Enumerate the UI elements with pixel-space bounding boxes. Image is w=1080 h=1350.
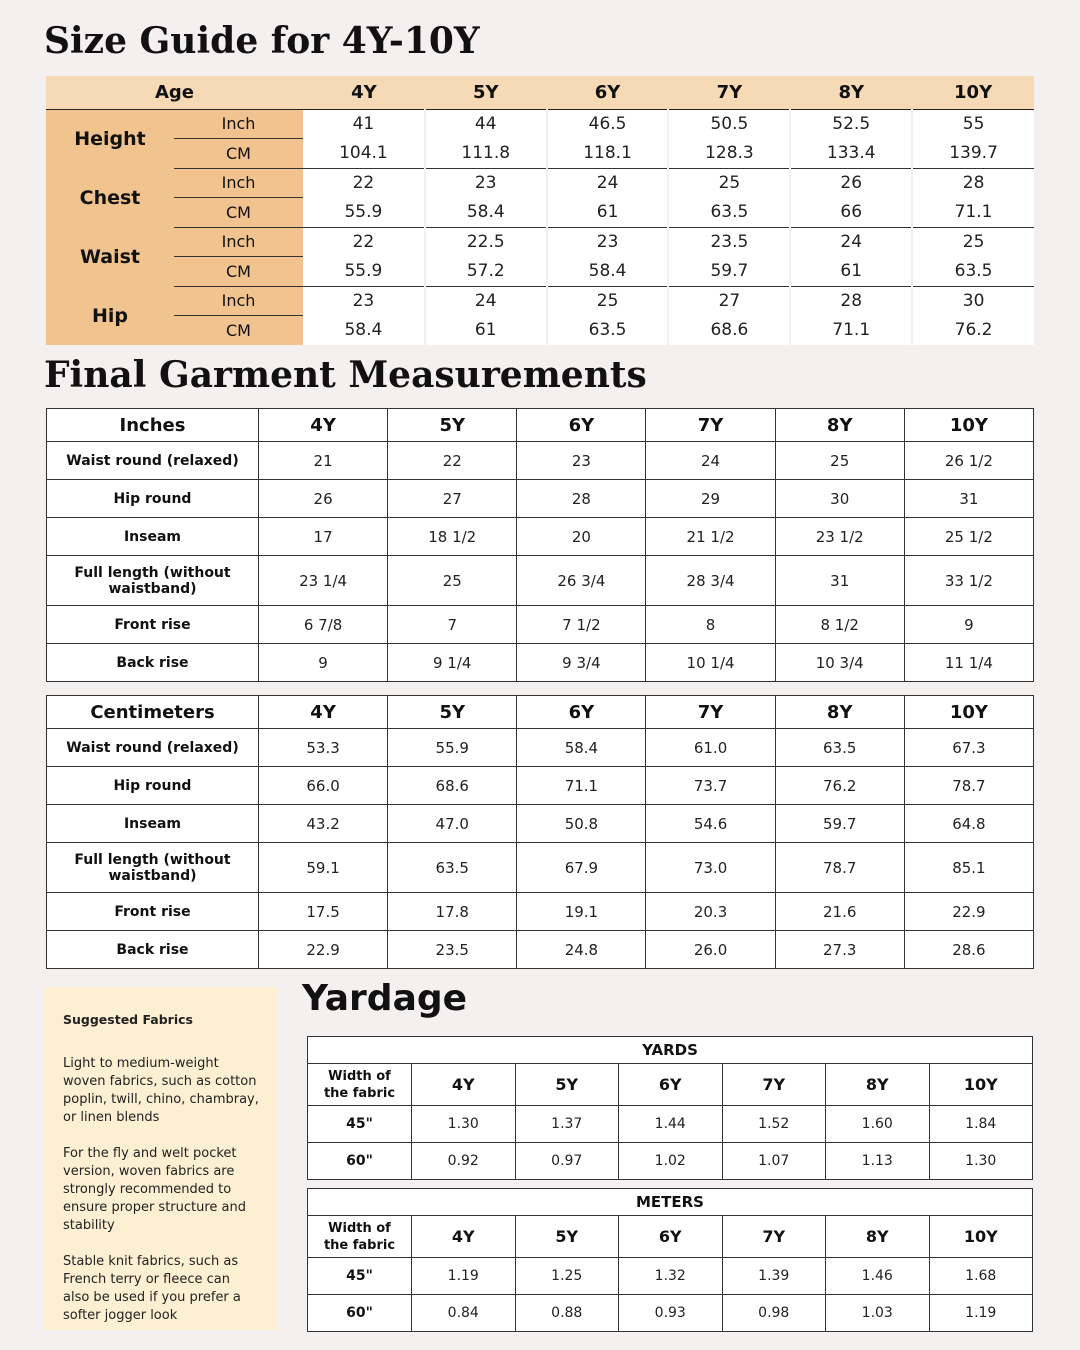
table-cell: 61 [547, 198, 669, 228]
size-header: 6Y [547, 76, 669, 109]
table-cell: 9 [259, 644, 388, 682]
table-cell: 1.60 [826, 1106, 930, 1143]
row-label: Back rise [47, 931, 259, 969]
table-cell: 111.8 [425, 139, 547, 169]
size-header: 7Y [646, 409, 775, 442]
table-cell: 118.1 [547, 139, 669, 169]
table-cell: 24 [425, 286, 547, 316]
row-label: Front rise [47, 606, 259, 644]
row-label: Full length (without waistband) [47, 556, 259, 606]
width-header-line: the fabric [323, 1237, 396, 1253]
table-header-row [47, 409, 1034, 442]
table-cell: 23 [303, 286, 425, 316]
fabric-width: 60" [308, 1143, 412, 1180]
fabrics-title: Suggested Fabrics [63, 1012, 193, 1027]
size-header: 4Y [259, 409, 388, 442]
row-label: Waist round (relaxed) [47, 729, 259, 767]
table-cell: 22 [303, 227, 425, 257]
table-cell: 73.0 [646, 843, 775, 893]
table-row [308, 1143, 1033, 1180]
table-cell: 52.5 [790, 109, 912, 139]
fabrics-paragraph: Stable knit fabrics, such as French terry or fleece can also be used if you prefer a softer jogger look [63, 1254, 241, 1323]
size-guide-title: Size Guide for 4Y-10Y [44, 20, 480, 62]
table-cell: 67.9 [517, 843, 646, 893]
size-header: 5Y [388, 696, 517, 729]
size-guide-header-row [46, 76, 1034, 109]
table-cell: 26.0 [646, 931, 775, 969]
table-cell: 71.1 [517, 767, 646, 805]
table-cell: 0.88 [515, 1295, 619, 1332]
size-header: 10Y [929, 1064, 1033, 1106]
table-cell: 21.6 [775, 893, 904, 931]
table-cell: 59.7 [668, 257, 790, 287]
row-label: Full length (without waistband) [47, 843, 259, 893]
table-cell: 55.9 [303, 257, 425, 287]
table-cell: 10 3/4 [775, 644, 904, 682]
table-cell: 139.7 [912, 139, 1034, 169]
unit-label: CM [174, 257, 303, 287]
table-cell: 23 [425, 168, 547, 198]
table-cell: 20 [517, 518, 646, 556]
fabric-width: 60" [308, 1295, 412, 1332]
table-cell: 59.1 [259, 843, 388, 893]
table-cell: 78.7 [775, 843, 904, 893]
size-header: 10Y [912, 76, 1034, 109]
yardage-yards-table [307, 1036, 1033, 1180]
table-caption: METERS [308, 1189, 1033, 1216]
table-cell: 0.97 [515, 1143, 619, 1180]
table-cell: 28 3/4 [646, 556, 775, 606]
table-cell: 43.2 [259, 805, 388, 843]
table-cell: 55.9 [388, 729, 517, 767]
table-cell: 64.8 [904, 805, 1033, 843]
width-header-line: Width of [328, 1220, 391, 1236]
table-cell: 23 1/2 [775, 518, 904, 556]
table-cell: 1.30 [412, 1106, 516, 1143]
size-header: 8Y [826, 1064, 930, 1106]
table-cell: 18 1/2 [388, 518, 517, 556]
table-cell: 1.07 [722, 1143, 826, 1180]
table-cell: 24 [547, 168, 669, 198]
size-header: 8Y [790, 76, 912, 109]
size-header: 8Y [775, 696, 904, 729]
table-cell: 1.68 [929, 1258, 1033, 1295]
table-cell: 76.2 [912, 316, 1034, 346]
table-cell: 31 [904, 480, 1033, 518]
table-cell: 1.39 [722, 1258, 826, 1295]
table-cell: 58.4 [425, 198, 547, 228]
table-cell: 11 1/4 [904, 644, 1033, 682]
size-header: 7Y [722, 1216, 826, 1258]
table-cell: 25 [388, 556, 517, 606]
fabric-width: 45" [308, 1106, 412, 1143]
measure-label: Hip [46, 286, 174, 345]
size-guide-row [46, 286, 1034, 316]
table-cell: 1.19 [412, 1258, 516, 1295]
table-row [47, 843, 1034, 893]
table-row [47, 442, 1034, 480]
size-header: 5Y [425, 76, 547, 109]
unit-label: CM [174, 316, 303, 346]
table-cell: 6 7/8 [259, 606, 388, 644]
table-cell: 23 [547, 227, 669, 257]
measure-label: Waist [46, 227, 174, 286]
table-cell: 63.5 [388, 843, 517, 893]
row-label: Hip round [47, 767, 259, 805]
yardage-title: Yardage [302, 978, 468, 1019]
table-cell: 30 [912, 286, 1034, 316]
table-cell: 24.8 [517, 931, 646, 969]
size-header: 8Y [775, 409, 904, 442]
unit-header: Inches [47, 409, 259, 442]
final-garment-cm-table [46, 695, 1034, 969]
size-header: 7Y [646, 696, 775, 729]
table-cell: 22.5 [425, 227, 547, 257]
size-guide-row [46, 316, 1034, 346]
table-cell: 58.4 [547, 257, 669, 287]
size-header: 4Y [303, 76, 425, 109]
table-cell: 63.5 [775, 729, 904, 767]
size-header: 5Y [515, 1064, 619, 1106]
table-cell: 28 [790, 286, 912, 316]
table-cell: 25 1/2 [904, 518, 1033, 556]
table-cell: 22 [303, 168, 425, 198]
table-cell: 0.92 [412, 1143, 516, 1180]
row-label: Waist round (relaxed) [47, 442, 259, 480]
size-header: 6Y [517, 409, 646, 442]
table-cell: 33 1/2 [904, 556, 1033, 606]
table-cell: 58.4 [517, 729, 646, 767]
fabrics-paragraph: For the fly and welt pocket version, woven fabrics are strongly recommended to ensure proper structure and stability [63, 1146, 247, 1233]
table-caption: YARDS [308, 1037, 1033, 1064]
table-cell: 46.5 [547, 109, 669, 139]
table-cell: 44 [425, 109, 547, 139]
row-label: Front rise [47, 893, 259, 931]
measure-label: Chest [46, 168, 174, 227]
table-cell: 85.1 [904, 843, 1033, 893]
table-cell: 104.1 [303, 139, 425, 169]
table-cell: 17 [259, 518, 388, 556]
unit-label: Inch [174, 168, 303, 198]
table-cell: 17.8 [388, 893, 517, 931]
size-header: 7Y [668, 76, 790, 109]
table-cell: 68.6 [388, 767, 517, 805]
size-guide-row [46, 109, 1034, 139]
table-cell: 27.3 [775, 931, 904, 969]
table-cell: 66.0 [259, 767, 388, 805]
table-cell: 55.9 [303, 198, 425, 228]
size-header: 6Y [619, 1216, 723, 1258]
table-cell: 17.5 [259, 893, 388, 931]
row-label: Inseam [47, 805, 259, 843]
table-cell: 27 [388, 480, 517, 518]
unit-header: Centimeters [47, 696, 259, 729]
size-header: 7Y [722, 1064, 826, 1106]
table-cell: 54.6 [646, 805, 775, 843]
table-cell: 10 1/4 [646, 644, 775, 682]
table-cell: 63.5 [668, 198, 790, 228]
table-cell: 21 1/2 [646, 518, 775, 556]
table-cell: 1.32 [619, 1258, 723, 1295]
size-header: 10Y [904, 409, 1033, 442]
table-cell: 67.3 [904, 729, 1033, 767]
table-cell: 26 [790, 168, 912, 198]
size-header: 6Y [517, 696, 646, 729]
table-cell: 50.8 [517, 805, 646, 843]
size-header: 10Y [904, 696, 1033, 729]
unit-label: CM [174, 139, 303, 169]
row-label: Inseam [47, 518, 259, 556]
width-header-line: the fabric [323, 1085, 396, 1101]
table-row [308, 1258, 1033, 1295]
table-row [47, 644, 1034, 682]
table-cell: 30 [775, 480, 904, 518]
table-cell: 1.30 [929, 1143, 1033, 1180]
table-cell: 128.3 [668, 139, 790, 169]
table-header-row [308, 1064, 1033, 1106]
table-cell: 1.19 [929, 1295, 1033, 1332]
table-cell: 57.2 [425, 257, 547, 287]
table-cell: 8 1/2 [775, 606, 904, 644]
table-cell: 8 [646, 606, 775, 644]
width-header [308, 1216, 412, 1258]
table-cell: 23 [517, 442, 646, 480]
table-cell: 61 [790, 257, 912, 287]
table-cell: 0.98 [722, 1295, 826, 1332]
table-row [47, 729, 1034, 767]
table-cell: 9 1/4 [388, 644, 517, 682]
table-cell: 73.7 [646, 767, 775, 805]
table-cell: 0.93 [619, 1295, 723, 1332]
table-row [308, 1106, 1033, 1143]
table-cell: 78.7 [904, 767, 1033, 805]
table-cell: 28 [912, 168, 1034, 198]
table-cell: 26 3/4 [517, 556, 646, 606]
table-cell: 26 [259, 480, 388, 518]
table-cell: 21 [259, 442, 388, 480]
table-cell: 24 [646, 442, 775, 480]
table-row [47, 893, 1034, 931]
table-cell: 1.13 [826, 1143, 930, 1180]
final-garment-title: Final Garment Measurements [44, 354, 647, 396]
table-cell: 23 1/4 [259, 556, 388, 606]
size-header: 4Y [412, 1216, 516, 1258]
table-row [308, 1295, 1033, 1332]
unit-label: CM [174, 198, 303, 228]
width-header-line: Width of [328, 1068, 391, 1084]
size-guide-row [46, 198, 1034, 228]
size-guide-table [46, 76, 1034, 345]
table-cell: 26 1/2 [904, 442, 1033, 480]
size-guide-row [46, 227, 1034, 257]
table-cell: 22.9 [904, 893, 1033, 931]
table-cell: 23.5 [388, 931, 517, 969]
table-cell: 76.2 [775, 767, 904, 805]
table-row [47, 480, 1034, 518]
table-cell: 58.4 [303, 316, 425, 346]
fabrics-paragraph: Light to medium-weight woven fabrics, such as cotton poplin, twill, chino, chambray, or linen blends [63, 1056, 259, 1125]
table-cell: 22.9 [259, 931, 388, 969]
table-cell: 19.1 [517, 893, 646, 931]
table-cell: 1.84 [929, 1106, 1033, 1143]
table-cell: 1.02 [619, 1143, 723, 1180]
table-caption-row [308, 1189, 1033, 1216]
table-cell: 25 [912, 227, 1034, 257]
table-cell: 1.46 [826, 1258, 930, 1295]
measure-label: Height [46, 109, 174, 168]
table-cell: 7 1/2 [517, 606, 646, 644]
table-cell: 71.1 [790, 316, 912, 346]
table-cell: 55 [912, 109, 1034, 139]
table-row [47, 556, 1034, 606]
age-header: Age [46, 76, 303, 109]
row-label: Hip round [47, 480, 259, 518]
table-row [47, 606, 1034, 644]
table-cell: 25 [668, 168, 790, 198]
size-guide-row [46, 257, 1034, 287]
table-header-row [308, 1216, 1033, 1258]
size-guide-row [46, 139, 1034, 169]
row-label: Back rise [47, 644, 259, 682]
table-row [47, 931, 1034, 969]
table-cell: 71.1 [912, 198, 1034, 228]
table-cell: 53.3 [259, 729, 388, 767]
table-row [47, 518, 1034, 556]
size-header: 4Y [412, 1064, 516, 1106]
table-cell: 0.84 [412, 1295, 516, 1332]
table-cell: 28.6 [904, 931, 1033, 969]
table-cell: 1.03 [826, 1295, 930, 1332]
table-cell: 41 [303, 109, 425, 139]
table-cell: 47.0 [388, 805, 517, 843]
table-cell: 61.0 [646, 729, 775, 767]
table-cell: 25 [547, 286, 669, 316]
table-caption-row [308, 1037, 1033, 1064]
table-header-row [47, 696, 1034, 729]
table-cell: 1.44 [619, 1106, 723, 1143]
final-garment-inches-table [46, 408, 1034, 682]
table-cell: 24 [790, 227, 912, 257]
width-header [308, 1064, 412, 1106]
table-row [47, 767, 1034, 805]
table-cell: 59.7 [775, 805, 904, 843]
table-cell: 63.5 [912, 257, 1034, 287]
table-cell: 22 [388, 442, 517, 480]
table-cell: 27 [668, 286, 790, 316]
table-cell: 1.52 [722, 1106, 826, 1143]
table-cell: 25 [775, 442, 904, 480]
unit-label: Inch [174, 286, 303, 316]
table-cell: 1.25 [515, 1258, 619, 1295]
table-cell: 23.5 [668, 227, 790, 257]
table-cell: 50.5 [668, 109, 790, 139]
suggested-fabrics-panel [44, 987, 277, 1330]
table-cell: 63.5 [547, 316, 669, 346]
size-guide-row [46, 168, 1034, 198]
table-cell: 66 [790, 198, 912, 228]
size-header: 8Y [826, 1216, 930, 1258]
unit-label: Inch [174, 109, 303, 139]
size-header: 5Y [515, 1216, 619, 1258]
yardage-meters-table [307, 1188, 1033, 1332]
table-cell: 7 [388, 606, 517, 644]
unit-label: Inch [174, 227, 303, 257]
fabric-width: 45" [308, 1258, 412, 1295]
table-cell: 20.3 [646, 893, 775, 931]
table-cell: 29 [646, 480, 775, 518]
table-cell: 31 [775, 556, 904, 606]
table-cell: 28 [517, 480, 646, 518]
table-cell: 9 3/4 [517, 644, 646, 682]
size-header: 4Y [259, 696, 388, 729]
table-cell: 68.6 [668, 316, 790, 346]
size-header: 5Y [388, 409, 517, 442]
table-cell: 1.37 [515, 1106, 619, 1143]
table-row [47, 805, 1034, 843]
table-cell: 61 [425, 316, 547, 346]
size-header: 10Y [929, 1216, 1033, 1258]
size-header: 6Y [619, 1064, 723, 1106]
table-cell: 9 [904, 606, 1033, 644]
table-cell: 133.4 [790, 139, 912, 169]
